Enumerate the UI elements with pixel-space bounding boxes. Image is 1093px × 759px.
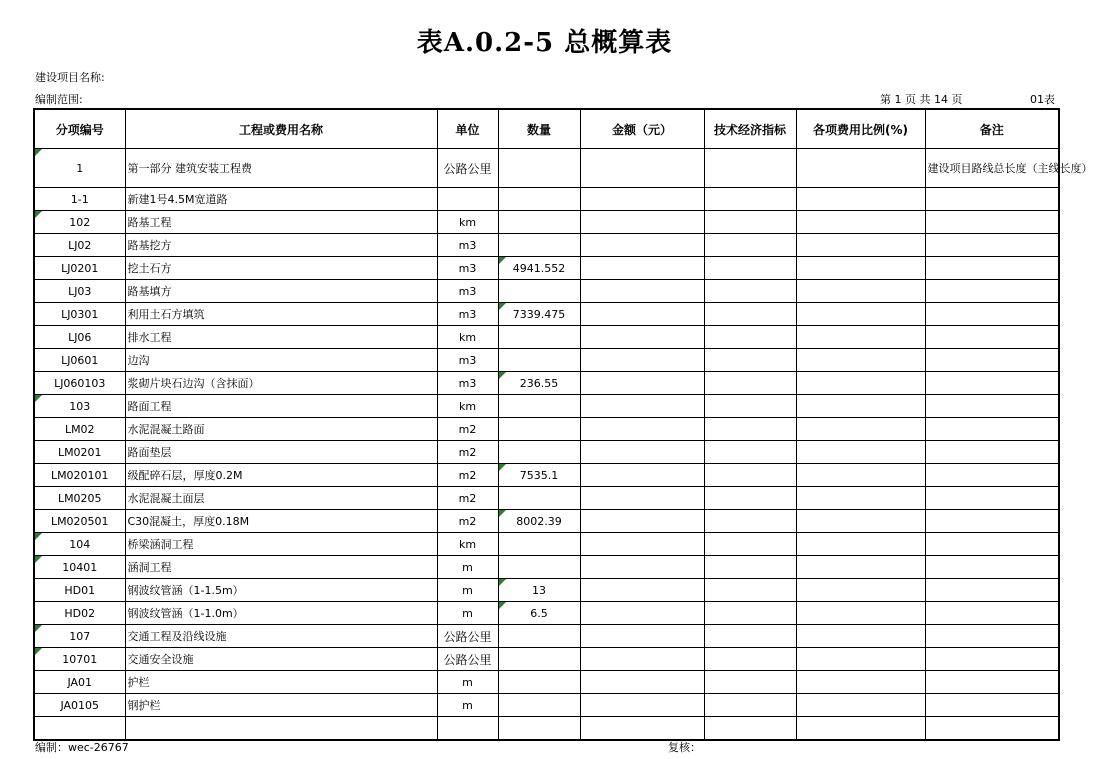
ratio-cell [796, 188, 925, 211]
amount-cell [580, 326, 704, 349]
item-name-cell: 路基填方 [125, 280, 437, 303]
header-cell: 金额（元） [580, 109, 704, 149]
indicator-cell [704, 188, 796, 211]
indicator-cell [704, 602, 796, 625]
table-row [34, 671, 1059, 694]
header-cell: 各项费用比例(%) [796, 109, 925, 149]
ratio-cell [796, 395, 925, 418]
item-name-cell: 钢波纹管涵（1-1.5m） [125, 579, 437, 602]
amount-cell [580, 671, 704, 694]
remark-cell [925, 533, 1059, 556]
cell-flag-icon [35, 211, 42, 218]
cell-flag-icon [35, 149, 42, 156]
amount-cell [580, 717, 704, 741]
item-code-cell: 10701 [34, 648, 125, 671]
table-row [34, 487, 1059, 510]
ratio-cell [796, 349, 925, 372]
amount-cell [580, 625, 704, 648]
amount-cell [580, 533, 704, 556]
unit-cell: m2 [437, 487, 498, 510]
remark-cell [925, 257, 1059, 280]
ratio-cell [796, 211, 925, 234]
quantity-cell [498, 395, 580, 418]
ratio-cell [796, 694, 925, 717]
item-name-cell: 交通安全设施 [125, 648, 437, 671]
table-row [34, 464, 1059, 487]
indicator-cell [704, 625, 796, 648]
ratio-cell [796, 372, 925, 395]
item-name-cell: 桥梁涵洞工程 [125, 533, 437, 556]
remark-cell [925, 303, 1059, 326]
item-code-cell: LM020101 [34, 464, 125, 487]
amount-cell [580, 464, 704, 487]
item-name-cell: 水泥混凝土路面 [125, 418, 437, 441]
quantity-cell: 4941.552 [498, 257, 580, 280]
item-name-cell: 钢护栏 [125, 694, 437, 717]
amount-cell [580, 234, 704, 257]
unit-cell: m3 [437, 372, 498, 395]
ratio-cell [796, 257, 925, 280]
item-name-cell: 路面工程 [125, 395, 437, 418]
item-code-cell: JA01 [34, 671, 125, 694]
quantity-cell [498, 625, 580, 648]
quantity-cell [498, 556, 580, 579]
remark-cell [925, 188, 1059, 211]
cell-flag-icon [499, 372, 506, 379]
unit-cell: m2 [437, 441, 498, 464]
cell-flag-icon [35, 395, 42, 402]
remark-cell [925, 372, 1059, 395]
header-cell: 技术经济指标 [704, 109, 796, 149]
amount-cell [580, 280, 704, 303]
unit-cell: km [437, 533, 498, 556]
cell-flag-icon [499, 464, 506, 471]
unit-cell [437, 188, 498, 211]
item-name-cell: 第一部分 建筑安装工程费 [125, 149, 437, 188]
remark-cell [925, 395, 1059, 418]
item-code-cell: LJ02 [34, 234, 125, 257]
quantity-cell [498, 648, 580, 671]
remark-cell [925, 671, 1059, 694]
indicator-cell [704, 211, 796, 234]
item-code-cell: LJ0601 [34, 349, 125, 372]
item-name-cell: 护栏 [125, 671, 437, 694]
ratio-cell [796, 149, 925, 188]
remark-cell [925, 349, 1059, 372]
quantity-cell [498, 280, 580, 303]
unit-cell: m3 [437, 257, 498, 280]
indicator-cell [704, 717, 796, 741]
item-code-cell: LM0205 [34, 487, 125, 510]
table-row [34, 510, 1059, 533]
indicator-cell [704, 149, 796, 188]
ratio-cell [796, 602, 925, 625]
item-code-cell: HD01 [34, 579, 125, 602]
item-code-cell: LJ03 [34, 280, 125, 303]
item-code-cell: LJ060103 [34, 372, 125, 395]
unit-cell: 公路公里 [437, 625, 498, 648]
quantity-cell [498, 671, 580, 694]
quantity-cell: 8002.39 [498, 510, 580, 533]
amount-cell [580, 556, 704, 579]
ratio-cell [796, 303, 925, 326]
project-name-label: 建设项目名称: [35, 71, 105, 84]
item-name-cell: C30混凝土，厚度0.18M [125, 510, 437, 533]
item-name-cell: 涵洞工程 [125, 556, 437, 579]
unit-cell: km [437, 211, 498, 234]
item-name-cell: 边沟 [125, 349, 437, 372]
cell-flag-icon [499, 257, 506, 264]
unit-cell: km [437, 395, 498, 418]
cell-flag-icon [499, 602, 506, 609]
table-row [34, 717, 1059, 741]
indicator-cell [704, 441, 796, 464]
ratio-cell [796, 625, 925, 648]
quantity-cell [498, 234, 580, 257]
table-row [34, 149, 1059, 188]
reviewer-label: 复核： [668, 741, 701, 754]
unit-cell: m2 [437, 418, 498, 441]
indicator-cell [704, 579, 796, 602]
compiler-label: 编制：wec-26767 [35, 741, 129, 754]
item-name-cell: 交通工程及沿线设施 [125, 625, 437, 648]
unit-cell: m [437, 671, 498, 694]
header-cell: 备注 [925, 109, 1059, 149]
cell-flag-icon [35, 556, 42, 563]
header-cell: 分项编号 [34, 109, 125, 149]
item-code-cell: 1-1 [34, 188, 125, 211]
item-name-cell: 路基挖方 [125, 234, 437, 257]
table-row [34, 188, 1059, 211]
item-code-cell: 107 [34, 625, 125, 648]
form-code: 01表 [1030, 93, 1055, 106]
cell-flag-icon [499, 510, 506, 517]
item-code-cell: LJ0301 [34, 303, 125, 326]
quantity-cell [498, 418, 580, 441]
quantity-cell [498, 441, 580, 464]
quantity-cell [498, 188, 580, 211]
cell-flag-icon [499, 579, 506, 586]
table-row [34, 326, 1059, 349]
item-name-cell: 级配碎石层，厚度0.2M [125, 464, 437, 487]
unit-cell [437, 717, 498, 741]
amount-cell [580, 487, 704, 510]
page-info: 第 1 页 共 14 页 [880, 93, 963, 106]
ratio-cell [796, 487, 925, 510]
unit-cell: m [437, 556, 498, 579]
quantity-cell: 13 [498, 579, 580, 602]
ratio-cell [796, 671, 925, 694]
estimate-table [33, 108, 1093, 741]
remark-cell [925, 211, 1059, 234]
table-row [34, 648, 1059, 671]
remark-cell [925, 556, 1059, 579]
amount-cell [580, 303, 704, 326]
item-name-cell: 路基工程 [125, 211, 437, 234]
table-row [34, 303, 1059, 326]
table-row [34, 372, 1059, 395]
indicator-cell [704, 257, 796, 280]
item-name-cell: 挖土石方 [125, 257, 437, 280]
item-name-cell: 路面垫层 [125, 441, 437, 464]
ratio-cell [796, 418, 925, 441]
indicator-cell [704, 533, 796, 556]
quantity-cell [498, 487, 580, 510]
amount-cell [580, 188, 704, 211]
unit-cell: m [437, 579, 498, 602]
item-code-cell: LJ0201 [34, 257, 125, 280]
table-row [34, 280, 1059, 303]
cell-flag-icon [35, 625, 42, 632]
unit-cell: km [437, 326, 498, 349]
remark-cell [925, 441, 1059, 464]
remark-cell [925, 510, 1059, 533]
cell-flag-icon [35, 533, 42, 540]
scope-label: 编制范围: [35, 93, 83, 106]
quantity-cell [498, 349, 580, 372]
amount-cell [580, 349, 704, 372]
remark-cell [925, 234, 1059, 257]
item-code-cell: LJ06 [34, 326, 125, 349]
indicator-cell [704, 510, 796, 533]
unit-cell: m2 [437, 464, 498, 487]
amount-cell [580, 211, 704, 234]
ratio-cell [796, 441, 925, 464]
header-cell: 数量 [498, 109, 580, 149]
unit-cell: m3 [437, 280, 498, 303]
ratio-cell [796, 579, 925, 602]
item-name-cell: 排水工程 [125, 326, 437, 349]
table-row [34, 441, 1059, 464]
remark-cell [925, 694, 1059, 717]
table-row [34, 395, 1059, 418]
table-row [34, 349, 1059, 372]
item-code-cell: HD02 [34, 602, 125, 625]
quantity-cell [498, 326, 580, 349]
item-code-cell: LM02 [34, 418, 125, 441]
quantity-cell [498, 211, 580, 234]
quantity-cell: 6.5 [498, 602, 580, 625]
item-code-cell: 102 [34, 211, 125, 234]
quantity-cell [498, 717, 580, 741]
item-code-cell: 104 [34, 533, 125, 556]
indicator-cell [704, 280, 796, 303]
item-code-cell: 1 [34, 149, 125, 188]
remark-cell: 建设项目路线总长度（主线长度） [925, 149, 1059, 188]
indicator-cell [704, 487, 796, 510]
table-row [34, 602, 1059, 625]
indicator-cell [704, 234, 796, 257]
indicator-cell [704, 648, 796, 671]
page-title: 表A.0.2-5 总概算表 [416, 28, 673, 58]
item-code-cell: 103 [34, 395, 125, 418]
item-code-cell: LM020501 [34, 510, 125, 533]
quantity-cell: 7535.1 [498, 464, 580, 487]
item-name-cell: 浆砌片块石边沟（含抹面） [125, 372, 437, 395]
amount-cell [580, 441, 704, 464]
remark-cell [925, 625, 1059, 648]
remark-cell [925, 464, 1059, 487]
table-row [34, 211, 1059, 234]
quantity-cell [498, 533, 580, 556]
table-row [34, 556, 1059, 579]
remark-cell [925, 648, 1059, 671]
header-row [34, 109, 1059, 149]
ratio-cell [796, 648, 925, 671]
ratio-cell [796, 326, 925, 349]
amount-cell [580, 418, 704, 441]
remark-cell [925, 280, 1059, 303]
amount-cell [580, 510, 704, 533]
ratio-cell [796, 464, 925, 487]
table-row [34, 257, 1059, 280]
quantity-cell: 236.55 [498, 372, 580, 395]
indicator-cell [704, 464, 796, 487]
unit-cell: m [437, 602, 498, 625]
table-row [34, 418, 1059, 441]
cell-flag-icon [499, 303, 506, 310]
amount-cell [580, 149, 704, 188]
item-code-cell: LM0201 [34, 441, 125, 464]
amount-cell [580, 648, 704, 671]
ratio-cell [796, 533, 925, 556]
item-name-cell: 水泥混凝土面层 [125, 487, 437, 510]
ratio-cell [796, 717, 925, 741]
remark-cell [925, 602, 1059, 625]
cell-flag-icon [35, 648, 42, 655]
amount-cell [580, 372, 704, 395]
remark-cell [925, 326, 1059, 349]
amount-cell [580, 579, 704, 602]
indicator-cell [704, 418, 796, 441]
ratio-cell [796, 234, 925, 257]
ratio-cell [796, 510, 925, 533]
ratio-cell [796, 280, 925, 303]
item-name-cell: 钢波纹管涵（1-1.0m） [125, 602, 437, 625]
indicator-cell [704, 303, 796, 326]
item-code-cell [34, 717, 125, 741]
indicator-cell [704, 556, 796, 579]
remark-cell [925, 418, 1059, 441]
indicator-cell [704, 671, 796, 694]
indicator-cell [704, 349, 796, 372]
amount-cell [580, 602, 704, 625]
indicator-cell [704, 694, 796, 717]
table-row [34, 234, 1059, 257]
item-name-cell: 新建1号4.5M宽道路 [125, 188, 437, 211]
table-row [34, 533, 1059, 556]
table-row [34, 625, 1059, 648]
indicator-cell [704, 372, 796, 395]
header-cell: 单位 [437, 109, 498, 149]
unit-cell: m3 [437, 234, 498, 257]
item-name-cell: 利用土石方填筑 [125, 303, 437, 326]
amount-cell [580, 257, 704, 280]
unit-cell: m [437, 694, 498, 717]
remark-cell [925, 487, 1059, 510]
quantity-cell: 7339.475 [498, 303, 580, 326]
item-code-cell: JA0105 [34, 694, 125, 717]
ratio-cell [796, 556, 925, 579]
indicator-cell [704, 395, 796, 418]
amount-cell [580, 694, 704, 717]
table-row [34, 694, 1059, 717]
amount-cell [580, 395, 704, 418]
remark-cell [925, 579, 1059, 602]
unit-cell: 公路公里 [437, 648, 498, 671]
indicator-cell [704, 326, 796, 349]
remark-cell [925, 717, 1059, 741]
item-code-cell: 10401 [34, 556, 125, 579]
unit-cell: m2 [437, 510, 498, 533]
unit-cell: m3 [437, 303, 498, 326]
item-name-cell [125, 717, 437, 741]
quantity-cell [498, 694, 580, 717]
header-cell: 工程或费用名称 [125, 109, 437, 149]
unit-cell: 公路公里 [437, 149, 498, 188]
unit-cell: m3 [437, 349, 498, 372]
quantity-cell [498, 149, 580, 188]
table-row [34, 579, 1059, 602]
